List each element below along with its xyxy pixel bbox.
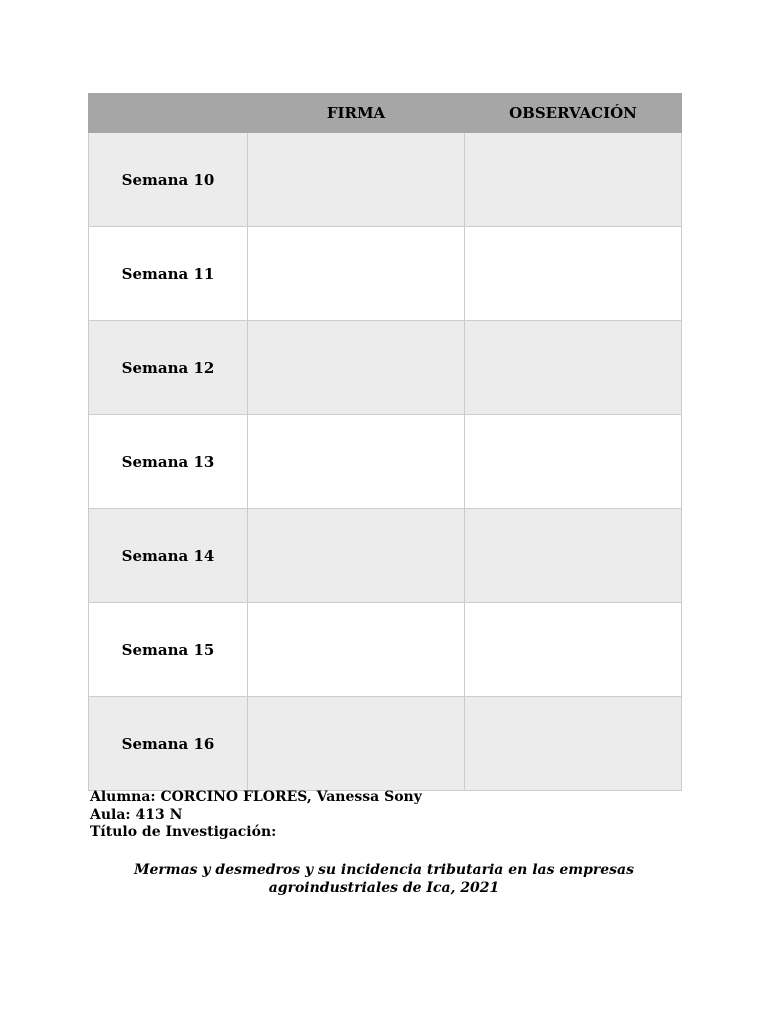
alumna-line: Alumna: CORCINO FLORES, Vanessa Sony — [90, 789, 422, 805]
week-label: Semana 15 — [89, 603, 248, 697]
week-row — [89, 227, 682, 321]
observacion-cell — [465, 603, 682, 697]
firma-cell — [248, 227, 465, 321]
firma-cell — [248, 321, 465, 415]
header-observacion: OBSERVACIÓN — [465, 94, 682, 133]
firma-cell — [248, 133, 465, 227]
firma-cell — [248, 415, 465, 509]
firma-cell — [248, 509, 465, 603]
observacion-cell — [465, 133, 682, 227]
week-row — [89, 697, 682, 791]
student-info — [90, 789, 422, 842]
week-label: Semana 13 — [89, 415, 248, 509]
firma-cell — [248, 697, 465, 791]
week-row — [89, 509, 682, 603]
week-row — [89, 415, 682, 509]
header-firma: FIRMA — [248, 94, 465, 133]
week-label: Semana 12 — [89, 321, 248, 415]
week-row — [89, 133, 682, 227]
week-row — [89, 603, 682, 697]
observacion-cell — [465, 321, 682, 415]
week-label: Semana 14 — [89, 509, 248, 603]
header-blank-cell — [89, 94, 248, 133]
observacion-cell — [465, 415, 682, 509]
table-header-row — [89, 94, 682, 133]
weekly-signature-table — [88, 93, 682, 791]
titulo-label: Título de Investigación: — [90, 824, 277, 840]
observacion-cell — [465, 509, 682, 603]
week-label: Semana 10 — [89, 133, 248, 227]
research-title: Mermas y desmedros y su incidencia tributaria en las empresas agroindustriales de Ica, 2021 — [134, 862, 634, 896]
observacion-cell — [465, 697, 682, 791]
week-label: Semana 16 — [89, 697, 248, 791]
firma-cell — [248, 603, 465, 697]
aula-line: Aula: 413 N — [90, 806, 183, 823]
observacion-cell — [465, 227, 682, 321]
week-row — [89, 321, 682, 415]
week-label: Semana 11 — [89, 227, 248, 321]
